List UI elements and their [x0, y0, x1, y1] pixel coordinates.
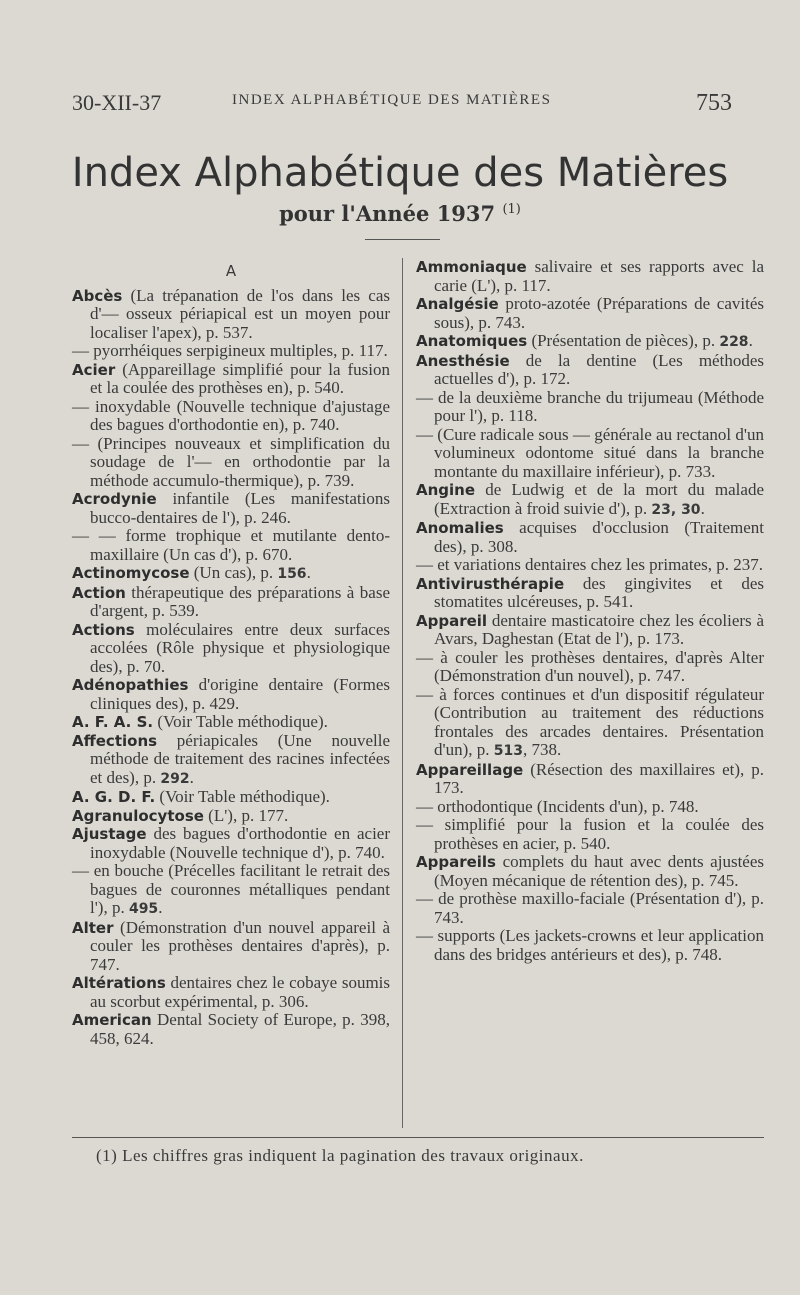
entry-text: (Démonstration d'un nouvel appareil à couler les prothèses dentaires d'après), p. 747.	[90, 917, 390, 974]
left-column	[72, 258, 390, 1048]
index-entry	[416, 686, 764, 761]
entry-headword: Anatomiques	[416, 332, 528, 350]
entry-text: dentaire masticatoire chez les écoliers à Avars, Daghestan (Etat de l'), p. 173.	[434, 610, 764, 648]
entry-text: périapicales (Une nouvelle méthode de traitement des racines infectées et des), p.	[90, 730, 390, 787]
index-entry	[416, 575, 764, 612]
index-entry	[72, 287, 390, 343]
entry-text: complets du haut avec dents ajustées (Moyen mécanique de rétention des), p. 745.	[434, 852, 764, 890]
entry-headword: Appareil	[416, 611, 488, 630]
entry-text: — et variations dentaires chez les primates, p. 237.	[416, 555, 763, 574]
entry-text: — inoxydable (Nouvelle technique d'ajustage des bagues d'orthodontie en), p. 740.	[72, 396, 390, 434]
index-entry	[416, 426, 764, 482]
index-entry	[416, 556, 764, 575]
index-entry	[72, 1011, 390, 1048]
right-column	[416, 258, 764, 964]
index-entry	[416, 798, 764, 817]
entry-headword: Actinomycose	[72, 564, 190, 582]
entry-text: moléculaires entre deux surfaces accolées (Rôle physique et physiologique des), p. 70.	[90, 619, 390, 676]
index-entry	[416, 853, 764, 890]
index-entry	[416, 890, 764, 927]
index-entry	[72, 490, 390, 527]
entry-text: — — forme trophique et mutilante dento-maxillaire (Un cas d'), p. 670.	[72, 526, 390, 564]
index-entry	[416, 258, 764, 295]
entry-headword: Altérations	[72, 974, 166, 992]
index-entry	[72, 621, 390, 677]
index-entry	[416, 649, 764, 686]
index-entry	[72, 398, 390, 435]
entry-bold-page: 495	[128, 901, 159, 917]
entry-headword: Ajustage	[72, 825, 147, 843]
entry-text: (Appareillage simplifié pour la fusion et la coulée des prothèses en), p. 540.	[90, 359, 390, 397]
entry-text: infantile (Les manifestations bucco-dentaires de l'), p. 246.	[90, 489, 390, 527]
right-entries	[416, 258, 764, 964]
index-entry	[416, 519, 764, 556]
entry-text: des bagues d'orthodontie en acier inoxydable (Nouvelle technique d'), p. 740.	[90, 824, 390, 862]
entry-text: — de prothèse maxillo-faciale (Présentation d'), p. 743.	[416, 889, 764, 927]
entry-text: dentaires chez le cobaye soumis au scorbut expérimental, p. 306.	[90, 973, 390, 1011]
entry-text: — à forces continues et d'un dispositif régulateur (Contribution au traitement des réductions frontales des arcades dentaires. Présentation d'un), p.	[416, 684, 764, 759]
entry-headword: Affections	[72, 731, 158, 750]
footnote-rule	[72, 1137, 764, 1138]
entry-text: des gingivites et des stomatites ulcéreuses, p. 541.	[434, 573, 764, 611]
entry-headword: American	[72, 1011, 152, 1029]
section-letter: A	[225, 262, 237, 280]
subtitle-text: pour l'Année 1937	[279, 201, 496, 226]
entry-headword: A. G. D. F.	[72, 788, 156, 806]
entry-text: proto-azotée (Préparations de cavités sous), p. 743.	[434, 294, 764, 332]
entry-tail: .	[158, 898, 163, 917]
entry-text: — (Cure radicale sous — générale au rectanol d'un volumineux odontome situé dans la branche montante du maxillaire inférieur), p. 733.	[416, 424, 764, 481]
entry-bold-page: 292	[160, 770, 190, 787]
entry-text: salivaire et ses rapports avec la carie (L'), p. 117.	[434, 257, 764, 295]
entry-tail: .	[306, 563, 311, 582]
entry-headword: Abcès	[72, 286, 123, 305]
page-subtitle	[0, 201, 800, 226]
entry-headword: Anomalies	[416, 519, 504, 537]
entry-headword: Angine	[416, 481, 476, 499]
index-entry	[416, 816, 764, 853]
index-entry	[416, 761, 764, 798]
entry-headword: Agranulocytose	[72, 806, 204, 825]
entry-text: (Présentation de pièces), p.	[527, 331, 720, 350]
footnote: (1) Les chiffres gras indiquent la pagination des travaux originaux.	[96, 1146, 584, 1165]
entry-tail: .	[700, 498, 705, 518]
entry-text: acquises d'occlusion (Traitement des), p. 308.	[434, 518, 764, 556]
running-title: INDEX ALPHABÉTIQUE DES MATIÈRES	[232, 92, 552, 108]
index-entry	[72, 361, 390, 398]
entry-text: — pyorrhéiques serpigineux multiples, p. 117.	[72, 341, 388, 360]
index-entry	[416, 332, 764, 352]
entry-bold-page: 156	[277, 566, 307, 582]
left-entries	[72, 287, 390, 1049]
entry-text: (Voir Table méthodique).	[155, 787, 330, 806]
entry-text: — supports (Les jackets-crowns et leur application dans des bridges antérieurs et des), p. 748.	[416, 926, 764, 964]
index-entry	[416, 927, 764, 964]
index-entry	[416, 612, 764, 649]
entry-headword: Actions	[72, 620, 135, 639]
index-entry	[72, 788, 390, 807]
index-entry	[72, 919, 390, 975]
index-entry	[72, 676, 390, 713]
entry-headword: Appareillage	[416, 760, 524, 779]
index-entry	[72, 713, 390, 732]
entry-headword: Ammoniaque	[416, 258, 527, 276]
entry-bold-page: 23, 30	[651, 501, 701, 518]
entry-text: (Résection des maxillaires et), p. 173.	[434, 759, 764, 797]
entry-tail: , 738.	[522, 740, 562, 759]
entry-text: — à couler les prothèses dentaires, d'après Alter (Démonstration d'un nouvel), p. 747.	[416, 647, 764, 685]
entry-text: (L'), p. 177.	[203, 805, 289, 825]
entry-text: — orthodontique (Incidents d'un), p. 748.	[416, 796, 699, 816]
entry-tail: .	[748, 331, 753, 350]
page-title: Index Alphabétique des Matières	[71, 150, 729, 196]
index-entry	[72, 527, 390, 564]
index-entry	[72, 825, 390, 862]
entry-text: thérapeutique des préparations à base d'argent, p. 539.	[90, 582, 390, 620]
entry-headword: Alter	[72, 918, 114, 937]
entry-headword: Acier	[72, 360, 116, 379]
index-entry	[72, 732, 390, 789]
entry-text: (Un cas), p.	[189, 563, 278, 582]
index-entry	[72, 584, 390, 621]
index-entry	[416, 352, 764, 389]
entry-headword: Appareils	[416, 853, 496, 871]
issue-date: 30-XII-37	[72, 90, 162, 115]
entry-headword: Acrodynie	[72, 490, 157, 508]
entry-text: d'origine dentaire (Formes cliniques des), p. 429.	[90, 675, 390, 713]
entry-text: Dental Society of Europe, p. 398, 458, 624.	[90, 1010, 390, 1048]
entry-bold-page: 513	[493, 743, 523, 759]
entry-bold-page: 228	[719, 334, 749, 350]
entry-tail: .	[189, 767, 194, 787]
entry-text: (La trépanation de l'os dans les cas d'— osseux périapical est un moyen pour localiser l'apex), p. 537.	[90, 285, 390, 342]
index-entry	[416, 295, 764, 332]
entry-text: — de la deuxième branche du trijumeau (Méthode pour l'), p. 118.	[416, 387, 764, 425]
index-entry	[72, 974, 390, 1011]
index-entry	[416, 389, 764, 426]
entry-text: de la dentine (Les méthodes actuelles d'), p. 172.	[434, 350, 764, 388]
index-entry	[72, 342, 390, 361]
title-rule	[365, 239, 440, 240]
column-divider	[402, 258, 403, 1128]
index-entry	[72, 564, 390, 584]
entry-text: — en bouche (Précelles facilitant le retrait des bagues de couronnes métalliques pendant l'), p.	[72, 861, 390, 917]
entry-headword: A. F. A. S.	[72, 713, 154, 731]
index-entry	[416, 481, 764, 519]
page-number: 753	[696, 90, 732, 116]
entry-text: (Voir Table méthodique).	[153, 712, 328, 731]
index-entry	[72, 807, 390, 826]
entry-headword: Analgésie	[416, 295, 499, 313]
entry-text: de Ludwig et de la mort du malade (Extraction à froid suivie d'), p.	[434, 480, 764, 518]
entry-headword: Adénopathies	[72, 676, 189, 694]
index-entry	[72, 862, 390, 919]
entry-text: — (Principes nouveaux et simplification du soudage de l'— en orthodontie par la méthode accumulo-thermique), p. 739.	[72, 433, 390, 490]
footnote-mark: (1)	[502, 202, 521, 217]
index-entry	[72, 435, 390, 491]
entry-headword: Antivirusthérapie	[416, 574, 565, 593]
entry-text: — simplifié pour la fusion et la coulée des prothèses en acier, p. 540.	[416, 815, 764, 853]
entry-headword: Action	[72, 583, 126, 602]
entry-headword: Anesthésie	[416, 351, 510, 370]
